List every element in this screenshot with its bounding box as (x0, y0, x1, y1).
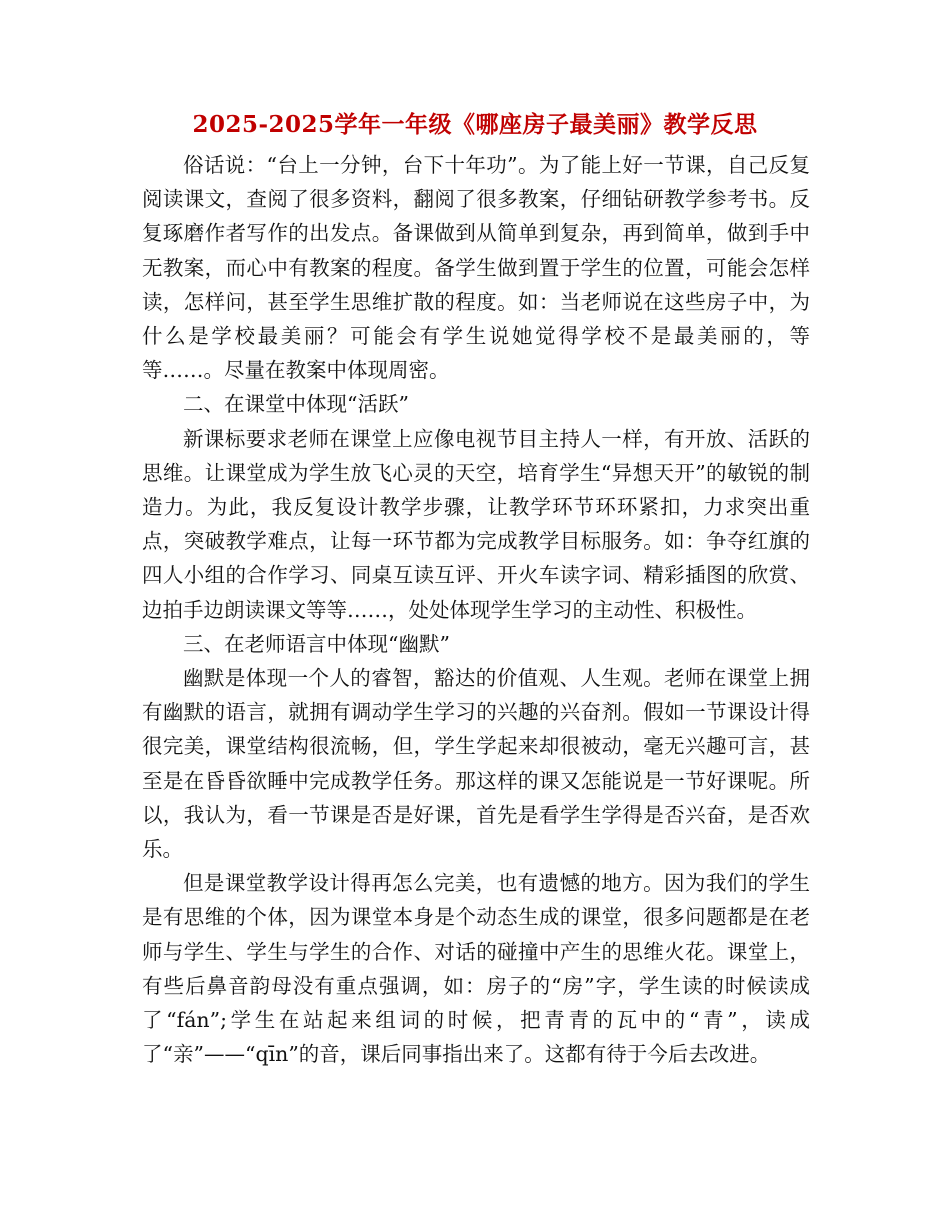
paragraph-lesson-prep: 俗话说：“台上一分钟，台下十年功”。为了能上好一节课，自己反复阅读课文，查阅了很多资料，翻阅了很多教案，仔细钻研教学参考书。反复琢磨作者写作的出发点。备课做到从简单到复杂，再到简单，做到手中无教案，而心中有教案的程度。备学生做到置于学生的位置，可能会怎样读，怎样问，甚至学生思维扩散的程度。如：当老师说在这些房子中，为什么是学校最美丽？可能会有学生说她觉得学校不是最美丽的，等等……。尽量在教案中体现周密。 (142, 153, 810, 383)
paragraph-lively-classroom: 新课标要求老师在课堂上应像电视节目主持人一样，有开放、活跃的思维。让课堂成为学生放飞心灵的天空，培育学生“异想天开”的敏锐的制造力。为此，我反复设计教学步骤，让教学环节环环紧扣，力求突出重点，突破教学难点，让每一环节都为完成教学目标服务。如：争夺红旗的四人小组的合作学习、同桌互读互评、开火车读字词、精彩插图的欣赏、边拍手边朗读课文等等……，处处体现学生学习的主动性、积极性。 (142, 426, 810, 622)
paragraph-teacher-humor: 幽默是体现一个人的睿智，豁达的价值观、人生观。老师在课堂上拥有幽默的语言，就拥有调动学生学习的兴趣的兴奋剂。假如一节课设计得很完美，课堂结构很流畅，但，学生学起来却很被动，毫无兴趣可言，甚至是在昏昏欲睡中完成教学任务。那这样的课又怎能说是一节好课呢。所以，我认为，看一节课是否是好课，首先是看学生学得是否兴奋，是否欢乐。 (142, 666, 810, 862)
document-title: 2025-2025学年一年级《哪座房子最美丽》教学反思 (192, 111, 758, 138)
section-heading-humor: 三、在老师语言中体现“幽默” (183, 631, 450, 656)
paragraph-regrets: 但是课堂教学设计得再怎么完美，也有遗憾的地方。因为我们的学生是有思维的个体，因为课堂本身是个动态生成的课堂，很多问题都是在老师与学生、学生与学生的合作、对话的碰撞中产生的思维火花。课堂上，有些后鼻音韵母没有重点强调，如：房子的“房”字，学生读的时候读成了“fán”;学生在站起来组词的时候，把青青的瓦中的“青”，读成了“亲”——“qīn”的音，课后同事指出来了。这都有待于今后去改进。 (142, 871, 810, 1067)
document-body (142, 148, 810, 1071)
section-heading-lively: 二、在课堂中体现“活跃” (183, 392, 409, 417)
